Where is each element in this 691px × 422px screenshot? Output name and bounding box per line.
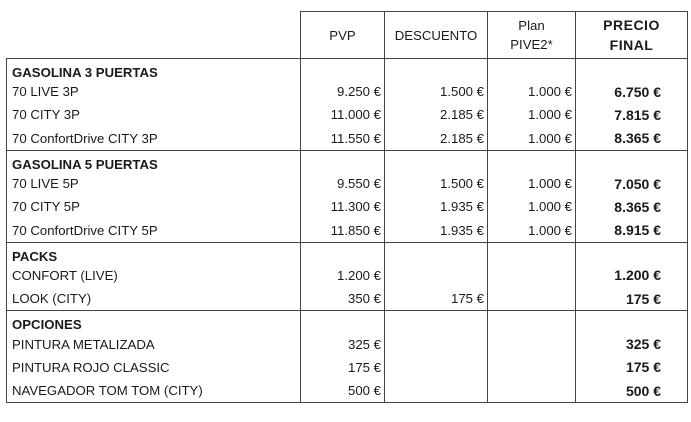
header-precio-final xyxy=(576,12,688,59)
price-table xyxy=(6,11,688,403)
table-row xyxy=(7,379,688,403)
cell-plan: 1.000 € xyxy=(488,80,576,103)
price-table-body xyxy=(7,12,688,403)
cell-name: 70 LIVE 5P xyxy=(7,172,301,195)
cell-final: 1.200 € xyxy=(576,264,688,287)
cell-final: 500 € xyxy=(576,379,688,403)
section-header-empty-cell xyxy=(301,150,385,172)
cell-descuento: 1.935 € xyxy=(385,195,488,218)
cell-final: 7.050 € xyxy=(576,172,688,195)
section-header-row xyxy=(7,242,688,264)
cell-plan xyxy=(488,379,576,403)
header-plan-line2: PIVE2* xyxy=(510,37,553,52)
section-header-empty-cell xyxy=(576,242,688,264)
cell-name: 70 LIVE 3P xyxy=(7,80,301,103)
cell-plan: 1.000 € xyxy=(488,218,576,242)
cell-name: PINTURA METALIZADA xyxy=(7,332,301,355)
section-header-empty-cell xyxy=(488,59,576,81)
section-header-empty-cell xyxy=(301,311,385,333)
cell-name: NAVEGADOR TOM TOM (CITY) xyxy=(7,379,301,403)
cell-plan: 1.000 € xyxy=(488,103,576,126)
table-row xyxy=(7,218,688,242)
header-final-line2: FINAL xyxy=(609,37,654,53)
section-title: GASOLINA 3 PUERTAS xyxy=(7,59,301,81)
cell-pvp: 175 € xyxy=(301,356,385,379)
cell-final: 175 € xyxy=(576,356,688,379)
cell-descuento xyxy=(385,264,488,287)
table-row xyxy=(7,127,688,151)
cell-pvp: 1.200 € xyxy=(301,264,385,287)
section-header-empty-cell xyxy=(385,311,488,333)
cell-pvp: 11.850 € xyxy=(301,218,385,242)
header-blank-cell xyxy=(7,12,301,59)
cell-plan xyxy=(488,356,576,379)
section-title: OPCIONES xyxy=(7,311,301,333)
cell-plan xyxy=(488,332,576,355)
header-descuento: DESCUENTO xyxy=(385,12,488,59)
cell-name: LOOK (CITY) xyxy=(7,287,301,311)
section-header-empty-cell xyxy=(488,311,576,333)
cell-final: 8.915 € xyxy=(576,218,688,242)
section-header-empty-cell xyxy=(385,150,488,172)
table-row xyxy=(7,287,688,311)
table-row xyxy=(7,356,688,379)
cell-name: 70 CITY 3P xyxy=(7,103,301,126)
section-header-empty-cell xyxy=(488,150,576,172)
cell-name: 70 CITY 5P xyxy=(7,195,301,218)
cell-final: 6.750 € xyxy=(576,80,688,103)
cell-descuento: 175 € xyxy=(385,287,488,311)
cell-pvp: 325 € xyxy=(301,332,385,355)
cell-descuento: 1.500 € xyxy=(385,80,488,103)
cell-plan: 1.000 € xyxy=(488,127,576,151)
cell-descuento: 1.935 € xyxy=(385,218,488,242)
cell-pvp: 11.000 € xyxy=(301,103,385,126)
table-row xyxy=(7,172,688,195)
cell-descuento xyxy=(385,332,488,355)
section-header-row xyxy=(7,59,688,81)
header-plan xyxy=(488,12,576,59)
section-header-empty-cell xyxy=(576,311,688,333)
section-header-empty-cell xyxy=(576,150,688,172)
header-final-line1: PRECIO xyxy=(603,17,660,33)
section-header-empty-cell xyxy=(385,59,488,81)
section-header-row xyxy=(7,311,688,333)
section-header-empty-cell xyxy=(385,242,488,264)
cell-pvp: 9.550 € xyxy=(301,172,385,195)
cell-descuento xyxy=(385,379,488,403)
section-header-empty-cell xyxy=(576,59,688,81)
cell-final: 7.815 € xyxy=(576,103,688,126)
cell-pvp: 350 € xyxy=(301,287,385,311)
section-header-row xyxy=(7,150,688,172)
section-header-empty-cell xyxy=(301,59,385,81)
cell-descuento: 2.185 € xyxy=(385,127,488,151)
cell-pvp: 11.300 € xyxy=(301,195,385,218)
cell-plan: 1.000 € xyxy=(488,195,576,218)
cell-pvp: 11.550 € xyxy=(301,127,385,151)
section-header-empty-cell xyxy=(488,242,576,264)
table-row xyxy=(7,332,688,355)
section-title: PACKS xyxy=(7,242,301,264)
cell-name: PINTURA ROJO CLASSIC xyxy=(7,356,301,379)
table-row xyxy=(7,80,688,103)
table-row xyxy=(7,264,688,287)
cell-plan xyxy=(488,264,576,287)
header-plan-line1: Plan xyxy=(518,18,545,33)
cell-final: 8.365 € xyxy=(576,127,688,151)
cell-pvp: 9.250 € xyxy=(301,80,385,103)
cell-plan: 1.000 € xyxy=(488,172,576,195)
cell-name: 70 ConfortDrive CITY 5P xyxy=(7,218,301,242)
header-row xyxy=(7,12,688,59)
cell-plan xyxy=(488,287,576,311)
cell-final: 175 € xyxy=(576,287,688,311)
table-row xyxy=(7,195,688,218)
cell-name: CONFORT (LIVE) xyxy=(7,264,301,287)
cell-descuento xyxy=(385,356,488,379)
cell-name: 70 ConfortDrive CITY 3P xyxy=(7,127,301,151)
section-title: GASOLINA 5 PUERTAS xyxy=(7,150,301,172)
cell-final: 8.365 € xyxy=(576,195,688,218)
cell-descuento: 1.500 € xyxy=(385,172,488,195)
table-row xyxy=(7,103,688,126)
cell-pvp: 500 € xyxy=(301,379,385,403)
header-pvp: PVP xyxy=(301,12,385,59)
cell-final: 325 € xyxy=(576,332,688,355)
section-header-empty-cell xyxy=(301,242,385,264)
cell-descuento: 2.185 € xyxy=(385,103,488,126)
